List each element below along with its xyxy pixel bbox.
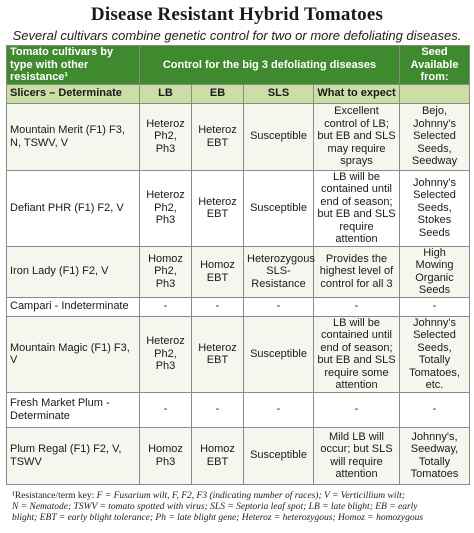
table-subheader-row bbox=[7, 84, 470, 103]
footnote-marker: ¹Resistance/term key: bbox=[12, 491, 97, 501]
subheader-sls: SLS bbox=[244, 84, 314, 103]
cell-seed: - bbox=[400, 392, 470, 427]
table-row bbox=[7, 246, 470, 297]
cell-cultivar: Mountain Magic (F1) F3, V bbox=[7, 316, 140, 392]
cell-eb: Heteroz EBT bbox=[192, 316, 244, 392]
table-row bbox=[7, 297, 470, 316]
footnote bbox=[12, 491, 468, 524]
cell-cultivar: Iron Lady (F1) F2, V bbox=[7, 246, 140, 297]
cultivar-table bbox=[6, 45, 470, 485]
table-row bbox=[7, 392, 470, 427]
cell-eb: Homoz EBT bbox=[192, 246, 244, 297]
cell-eb: - bbox=[192, 297, 244, 316]
subheader-blank bbox=[400, 84, 470, 103]
page-title: Disease Resistant Hybrid Tomatoes bbox=[90, 4, 384, 25]
cell-sls: Susceptible bbox=[244, 170, 314, 246]
footnote-line3: blight; EBT = early blight tolerance; Ph = late blight gene; Heteroz = heterozygous; Homoz = homozygous bbox=[12, 513, 424, 523]
cell-lb: Heteroz Ph2, Ph3 bbox=[140, 103, 192, 170]
header-cultivars: Tomato cultivars by type with other resistance¹ bbox=[7, 46, 140, 85]
cell-sls: - bbox=[244, 297, 314, 316]
subheader-type: Slicers – Determinate bbox=[7, 84, 140, 103]
cell-eb: Homoz EBT bbox=[192, 427, 244, 484]
footnote-line1: F = Fusarium wilt, F, F2, F3 (indicating number of races); V = Verticillium wilt; bbox=[96, 491, 405, 501]
cell-lb: - bbox=[140, 392, 192, 427]
cell-lb: Heteroz Ph2, Ph3 bbox=[140, 170, 192, 246]
cell-seed: - bbox=[400, 297, 470, 316]
cell-eb: - bbox=[192, 392, 244, 427]
cell-sls: Susceptible bbox=[244, 103, 314, 170]
header-control: Control for the big 3 defoliating diseases bbox=[140, 46, 400, 85]
cell-sls: Heterozygous SLS-Resistance bbox=[244, 246, 314, 297]
table-header-row bbox=[7, 46, 470, 85]
cell-expect: Excellent control of LB; but EB and SLS may require sprays bbox=[314, 103, 400, 170]
cell-seed: High Mowing Organic Seeds bbox=[400, 246, 470, 297]
cell-cultivar: Plum Regal (F1) F2, V, TSWV bbox=[7, 427, 140, 484]
cell-sls: Susceptible bbox=[244, 427, 314, 484]
cell-lb: - bbox=[140, 297, 192, 316]
footnote-line2: N = Nematode; TSWV = tomato spotted with virus; SLS = Septoria leaf spot; LB = late blight; EB = early bbox=[12, 502, 418, 512]
cell-seed: Bejo, Johnny's Selected Seeds, Seedway bbox=[400, 103, 470, 170]
cell-seed: Johnny's, Seedway, Totally Tomatoes bbox=[400, 427, 470, 484]
page-subtitle: Several cultivars combine genetic control for two or more defoliating diseases. bbox=[12, 28, 462, 43]
cell-lb: Heteroz Ph2, Ph3 bbox=[140, 316, 192, 392]
cell-sls: Susceptible bbox=[244, 316, 314, 392]
cell-cultivar: Fresh Market Plum - Determinate bbox=[7, 392, 140, 427]
subheader-expect: What to expect bbox=[314, 84, 400, 103]
cell-eb: Heteroz EBT bbox=[192, 170, 244, 246]
header-seed: Seed Available from: bbox=[400, 46, 470, 85]
cell-expect: LB will be contained until end of season; but EB and SLS require attention bbox=[314, 170, 400, 246]
subheader-lb: LB bbox=[140, 84, 192, 103]
table-row bbox=[7, 316, 470, 392]
table-row bbox=[7, 427, 470, 484]
cell-sls: - bbox=[244, 392, 314, 427]
cell-expect: Provides the highest level of control for all 3 bbox=[314, 246, 400, 297]
subheader-eb: EB bbox=[192, 84, 244, 103]
cell-expect: LB will be contained until end of season; but EB and SLS require some attention bbox=[314, 316, 400, 392]
table-row bbox=[7, 103, 470, 170]
table-row bbox=[7, 170, 470, 246]
cell-cultivar: Mountain Merit (F1) F3, N, TSWV, V bbox=[7, 103, 140, 170]
cell-cultivar: Defiant PHR (F1) F2, V bbox=[7, 170, 140, 246]
cell-lb: Homoz Ph3 bbox=[140, 427, 192, 484]
cell-lb: Homoz Ph2, Ph3 bbox=[140, 246, 192, 297]
cell-cultivar: Campari - Indeterminate bbox=[7, 297, 140, 316]
cell-expect: - bbox=[314, 297, 400, 316]
cell-seed: Johnny's Selected Seeds, Stokes Seeds bbox=[400, 170, 470, 246]
cell-seed: Johnny's Selected Seeds, Totally Tomatoes, etc. bbox=[400, 316, 470, 392]
cell-eb: Heteroz EBT bbox=[192, 103, 244, 170]
table-body bbox=[7, 103, 470, 484]
cell-expect: - bbox=[314, 392, 400, 427]
cell-expect: Mild LB will occur; but SLS will require attention bbox=[314, 427, 400, 484]
